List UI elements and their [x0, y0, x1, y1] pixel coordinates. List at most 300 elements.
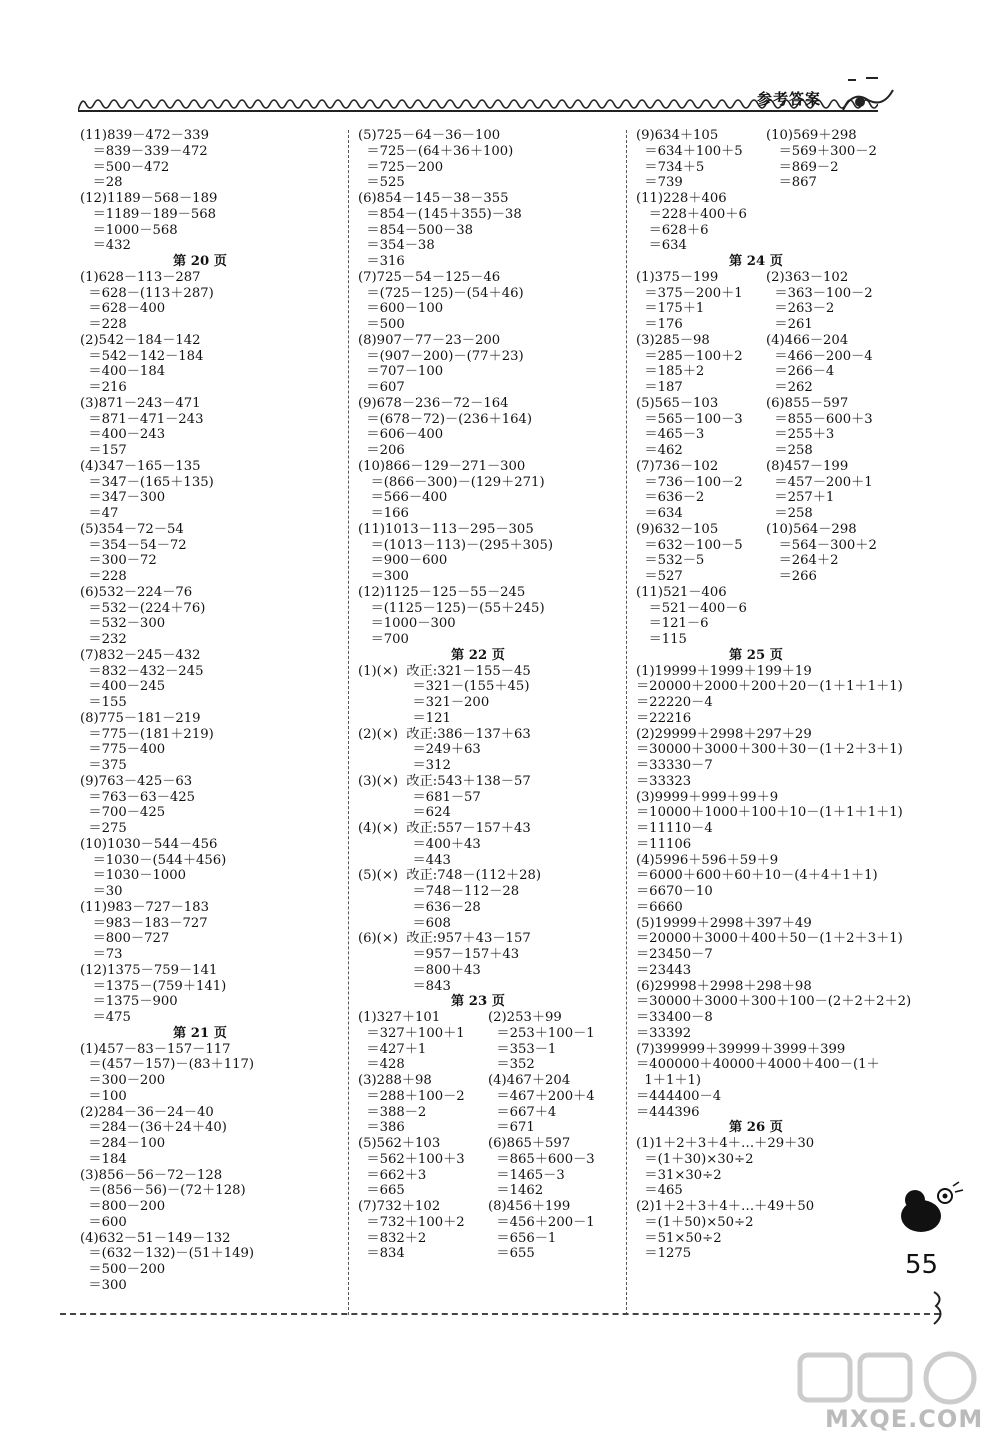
answer-line: ＝347－(165＋135)	[80, 474, 214, 490]
answer-row-pair	[636, 553, 911, 569]
answer-line: ＝327＋100＋1	[358, 1025, 465, 1041]
answer-line: ＝532－(224＋76)	[80, 600, 206, 616]
answer-line: ＝443	[358, 852, 451, 868]
answer-line: ＝312	[358, 758, 451, 773]
answer-line: ＝432	[80, 238, 131, 254]
answer-row-pair	[358, 1057, 598, 1073]
answer-line: ＝732＋100＋2	[358, 1214, 465, 1230]
answer-line: (5)725－64－36－100	[358, 128, 501, 143]
answer-line: ＝834	[358, 1246, 405, 1262]
answer-line: (9)634＋105	[636, 128, 719, 143]
answer-line: ＝321－200	[358, 695, 490, 710]
answer-line: ＝33400－8	[636, 1010, 713, 1025]
answer-line: ＝216	[80, 380, 127, 395]
answer-line: (6)855－597	[766, 395, 849, 411]
answer-line: ＝400－243	[80, 427, 166, 443]
answer-line: ＝665	[358, 1183, 405, 1199]
column-divider	[626, 130, 627, 1315]
answer-row-pair	[636, 396, 911, 412]
answer-line: (3)(×) 改正:543＋138－57	[358, 773, 531, 789]
answer-line: ＝20000＋2000＋200＋20－(1＋1＋1＋1)	[636, 679, 903, 695]
answer-line: ＝30000＋3000＋300＋30－(1＋2＋3＋1)	[636, 742, 903, 758]
answer-line: ＝739	[636, 175, 683, 191]
answer-line: ＝400000＋40000＋4000＋400－(1＋	[636, 1057, 880, 1073]
answer-row-pair	[358, 1199, 598, 1215]
answer-line: ＝532－300	[80, 616, 166, 632]
answer-row-pair	[636, 427, 911, 443]
answer-line: (4)5996＋596＋59＋9	[636, 852, 779, 868]
answer-line: (3)285－98	[636, 332, 710, 348]
answer-line: ＝(1125－125)－(55＋245)	[358, 600, 545, 616]
answer-line: ＝375	[80, 758, 127, 773]
answer-line: ＝228	[80, 317, 127, 332]
answer-line: ＝73	[80, 947, 123, 962]
answer-line: (6)532－224－76	[80, 584, 193, 600]
answer-line: (2)1＋2＋3＋4＋…＋49＋50	[636, 1199, 815, 1214]
answer-line: ＝232	[80, 632, 127, 647]
answer-line: ＝725－(64＋36＋100)	[358, 143, 514, 159]
answer-line: (4)466－204	[766, 332, 849, 348]
answer-line: ＝30000＋3000＋300＋100－(2＋2＋2＋2)	[636, 994, 912, 1010]
answer-line: ＝316	[358, 254, 405, 269]
answer-line: ＝300－72	[80, 553, 157, 569]
answer-line: ＝521－400－6	[636, 600, 747, 616]
answer-line: ＝1275	[636, 1246, 692, 1262]
answer-line: ＝700－425	[80, 805, 166, 821]
answer-line: ＝462	[636, 443, 683, 458]
answer-line: (5)(×) 改正:748－(112＋28)	[358, 868, 542, 884]
answer-column-1	[80, 128, 320, 1294]
answer-row-pair	[358, 1089, 598, 1105]
answer-line: ＝427＋1	[358, 1041, 427, 1057]
answer-line: (2)253＋99	[488, 1010, 562, 1025]
answer-line: ＝444400－4	[636, 1088, 722, 1104]
answer-line: (8)907－77－23－200	[358, 332, 501, 348]
answer-line: ＝636－2	[636, 490, 705, 506]
answer-line: ＝855－600＋3	[766, 411, 873, 427]
answer-line: (9)632－105	[636, 521, 719, 537]
section-heading: 第 25 页	[729, 647, 783, 663]
answer-line: ＝634＋100＋5	[636, 143, 743, 159]
answer-line: ＝264＋2	[766, 553, 839, 569]
answer-line: ＝100	[80, 1088, 127, 1104]
answer-line: (8)457－199	[766, 458, 849, 474]
answer-column-2	[358, 128, 598, 1262]
answer-line: ＝565－100－3	[636, 411, 743, 427]
answer-line: ＝532－5	[636, 553, 705, 569]
answer-line: ＝854－500－38	[358, 222, 474, 238]
answer-line: ＝467＋200＋4	[488, 1088, 595, 1104]
answer-line: ＝632－100－5	[636, 537, 743, 553]
answer-line: ＝354－38	[358, 238, 435, 254]
answer-line: (10)569＋298	[766, 128, 857, 143]
answer-line: (3)856－56－72－128	[80, 1167, 223, 1183]
answer-line: ＝1030－1000	[80, 868, 187, 884]
answer-line: ＝347－300	[80, 490, 166, 506]
answer-line: ＝263－2	[766, 301, 835, 317]
answer-line: (5)565－103	[636, 395, 719, 411]
answer-row-pair	[636, 459, 911, 475]
answer-line: ＝763－63－425	[80, 789, 196, 805]
answer-line: ＝261	[766, 317, 813, 332]
answer-line: (1)375－199	[636, 269, 719, 285]
answer-line: (3)9999＋999＋99＋9	[636, 789, 779, 805]
answer-line: ＝185＋2	[636, 364, 705, 380]
answer-line: ＝748－112－28	[358, 884, 520, 899]
answer-line: ＝700	[358, 632, 409, 647]
section-heading: 第 22 页	[451, 647, 505, 663]
answer-line: ＝121	[358, 710, 451, 726]
answer-line: ＝628－(113＋287)	[80, 285, 214, 301]
watermark-text: MXQE.COM	[825, 1405, 984, 1433]
answer-line: ＝1000－568	[80, 222, 178, 238]
answer-line: ＝51×50÷2	[636, 1230, 722, 1246]
answer-line: (1)19999＋1999＋199＋19	[636, 663, 812, 679]
answer-line: ＝11106	[636, 836, 692, 852]
answer-row-pair	[636, 475, 911, 491]
answer-line: ＝157	[80, 443, 127, 458]
answer-line: ＝20000＋3000＋400＋50－(1＋2＋3＋1)	[636, 931, 903, 947]
answer-line: ＝47	[80, 506, 119, 521]
answer-row-pair	[636, 144, 911, 160]
answer-line: ＝386	[358, 1120, 405, 1136]
answer-line: ＝854－(145＋355)－38	[358, 206, 522, 222]
answer-line: ＝400－184	[80, 364, 166, 380]
answer-line: (5)562＋103	[358, 1136, 441, 1151]
answer-line: ＝1375－900	[80, 994, 178, 1010]
answer-line: (11)983－727－183	[80, 899, 209, 915]
answer-row-pair	[636, 317, 911, 333]
answer-line: ＝(856－56)－(72＋128)	[80, 1183, 246, 1199]
answer-line: ＝28	[80, 175, 123, 191]
answer-line: ＝839－339－472	[80, 143, 208, 159]
answer-line: (2)542－184－142	[80, 332, 201, 348]
answer-line: ＝800－727	[80, 931, 170, 947]
answer-line: ＝284－(36＋24＋40)	[80, 1120, 227, 1136]
answer-row-pair	[636, 490, 911, 506]
answer-row-pair	[358, 1215, 598, 1231]
answer-line: 1＋1＋1)	[636, 1073, 702, 1088]
answer-row-pair	[636, 538, 911, 554]
section-heading: 第 24 页	[729, 254, 783, 269]
page-number: 55	[905, 1250, 939, 1280]
header-decoration-icon	[838, 70, 898, 120]
answer-line: (8)456＋199	[488, 1199, 571, 1214]
section-heading: 第 20 页	[173, 254, 227, 269]
answer-line: ＝843	[358, 978, 451, 994]
answer-line: (11)839－472－339	[80, 128, 209, 143]
answer-line: ＝832－432－245	[80, 663, 204, 679]
answer-line: ＝608	[358, 915, 451, 931]
answer-line: ＝258	[766, 443, 813, 458]
answer-line: ＝600	[80, 1214, 127, 1230]
answer-line: (7)736－102	[636, 458, 719, 474]
answer-line: ＝(866－300)－(129＋271)	[358, 474, 545, 490]
answer-line: (6)854－145－38－355	[358, 191, 509, 206]
answer-line: ＝33392	[636, 1025, 692, 1041]
answer-line: ＝(1＋50)×50÷2	[636, 1214, 754, 1230]
answer-line: ＝6670－10	[636, 884, 713, 899]
answer-row-pair	[358, 1246, 598, 1262]
answer-line: (5)354－72－54	[80, 521, 184, 537]
answer-row-pair	[636, 128, 911, 144]
answer-line: ＝983－183－727	[80, 915, 208, 931]
answer-line: ＝628－400	[80, 301, 166, 317]
answer-line: ＝542－142－184	[80, 348, 204, 364]
answer-line: (12)1189－568－189	[80, 191, 218, 206]
answer-line: ＝1000－300	[358, 616, 456, 632]
answer-row-pair	[358, 1105, 598, 1121]
answer-line: ＝33323	[636, 773, 692, 789]
answer-line: ＝656－1	[488, 1230, 557, 1246]
answer-row-pair	[358, 1168, 598, 1184]
answer-line: ＝266－4	[766, 364, 835, 380]
answer-line: (4)(×) 改正:557－157＋43	[358, 821, 531, 836]
answer-line: ＝865＋600－3	[488, 1151, 595, 1167]
answer-row-pair	[636, 286, 911, 302]
answer-line: ＝1462	[488, 1183, 544, 1199]
answer-line: (6)29998＋2998＋298＋98	[636, 978, 812, 994]
answer-column-3	[636, 128, 911, 1262]
answer-row-pair	[636, 270, 911, 286]
answer-line: ＝6660	[636, 899, 683, 915]
answer-line: ＝681－57	[358, 789, 481, 805]
answer-line: (12)1375－759－141	[80, 962, 218, 978]
answer-line: ＝23443	[636, 962, 692, 978]
answer-line: ＝456＋200－1	[488, 1214, 595, 1230]
answer-line: ＝115	[636, 632, 687, 647]
answer-line: (4)632－51－149－132	[80, 1230, 231, 1246]
answer-line: ＝1030－(544＋456)	[80, 852, 227, 868]
answer-line: ＝22220－4	[636, 695, 713, 710]
answer-line: ＝300－200	[80, 1073, 166, 1088]
answer-line: ＝634	[636, 238, 687, 254]
answer-line: ＝900－600	[358, 553, 448, 569]
section-heading: 第 21 页	[173, 1025, 227, 1041]
answer-line: ＝228	[80, 569, 127, 584]
answer-row-pair	[358, 1010, 598, 1026]
bottom-divider	[60, 1313, 940, 1315]
answer-row-pair	[358, 1073, 598, 1089]
answer-line: ＝457－200＋1	[766, 474, 873, 490]
answer-line: (2)(×) 改正:386－137＋63	[358, 726, 531, 742]
answer-row-pair	[636, 349, 911, 365]
answer-line: ＝1189－189－568	[80, 206, 217, 222]
answer-line: (1)1＋2＋3＋4＋…＋29＋30	[636, 1136, 815, 1151]
answer-line: ＝176	[636, 317, 683, 332]
answer-line: ＝258	[766, 506, 813, 521]
answer-line: (3)288＋98	[358, 1073, 432, 1088]
answer-row-pair	[636, 333, 911, 349]
answer-line: ＝353－1	[488, 1041, 557, 1057]
answer-line: ＝288＋100－2	[358, 1088, 465, 1104]
answer-line: ＝184	[80, 1151, 127, 1167]
answer-line: ＝262	[766, 380, 813, 395]
answer-line: ＝606－400	[358, 427, 444, 443]
answer-row-pair	[636, 301, 911, 317]
answer-line: ＝444396	[636, 1104, 700, 1120]
answer-row-pair	[636, 569, 911, 585]
answer-line: ＝628＋6	[636, 222, 709, 238]
answer-line: ＝466－200－4	[766, 348, 873, 364]
answer-row-pair	[636, 175, 911, 191]
answer-line: (4)467＋204	[488, 1073, 571, 1088]
header-title: 参考答案	[757, 90, 822, 108]
answer-line: ＝400＋43	[358, 836, 481, 852]
answer-line: (9)763－425－63	[80, 773, 193, 789]
answer-line: ＝(632－132)－(51＋149)	[80, 1246, 255, 1262]
answer-row-pair	[636, 160, 911, 176]
answer-line: ＝725－200	[358, 159, 444, 175]
answer-line: (6)865＋597	[488, 1136, 571, 1151]
answer-row-pair	[358, 1152, 598, 1168]
answer-row-pair	[636, 506, 911, 522]
answer-line: ＝800＋43	[358, 962, 481, 978]
answer-line: ＝662＋3	[358, 1167, 427, 1183]
answer-row-pair	[636, 522, 911, 538]
answer-line: ＝1375－(759＋141)	[80, 978, 227, 994]
answer-line: (9)678－236－72－164	[358, 395, 509, 411]
answer-line: ＝500	[358, 317, 405, 332]
answer-line: ＝175＋1	[636, 301, 705, 317]
answer-line: ＝428	[358, 1057, 405, 1073]
answer-line: ＝33330－7	[636, 758, 713, 773]
answer-line: (1)628－113－287	[80, 269, 201, 285]
answer-row-pair	[636, 412, 911, 428]
answer-line: ＝187	[636, 380, 683, 395]
answer-line: (11)521－406	[636, 584, 727, 600]
answer-row-pair	[636, 380, 911, 396]
answer-line: ＝23450－7	[636, 947, 713, 962]
answer-line: (10)866－129－271－300	[358, 458, 526, 474]
answer-row-pair	[358, 1120, 598, 1136]
answer-line: ＝736－100－2	[636, 474, 743, 490]
answer-line: ＝564－300＋2	[766, 537, 877, 553]
answer-line: (6)(×) 改正:957＋43－157	[358, 931, 531, 947]
answer-line: (12)1125－125－55－245	[358, 584, 526, 600]
answer-line: ＝871－471－243	[80, 411, 204, 427]
answer-line: ＝(725－125)－(54＋46)	[358, 285, 524, 301]
answer-line: ＝465－3	[636, 427, 705, 443]
answer-line: ＝867	[766, 175, 817, 191]
answer-line: ＝525	[358, 175, 405, 191]
answer-line: ＝634	[636, 506, 683, 521]
answer-line: ＝11110－4	[636, 821, 713, 836]
answer-row-pair	[358, 1231, 598, 1247]
answer-line: (1)327＋101	[358, 1010, 441, 1025]
answer-line: ＝624	[358, 805, 451, 821]
section-heading: 第 23 页	[451, 994, 505, 1010]
answer-line: ＝569＋300－2	[766, 143, 877, 159]
answer-line: ＝253＋100－1	[488, 1025, 595, 1041]
answer-line: ＝155	[80, 695, 127, 710]
answer-line: (5)19999＋2998＋397＋49	[636, 915, 812, 931]
answer-line: ＝121－6	[636, 616, 709, 632]
answer-line: ＝566－400	[358, 490, 448, 506]
answer-line: ＝734＋5	[636, 159, 705, 175]
answer-line: ＝800－200	[80, 1199, 166, 1214]
answer-line: ＝957－157＋43	[358, 947, 520, 962]
answer-line: ＝775－(181＋219)	[80, 726, 214, 742]
answer-line: ＝465	[636, 1183, 683, 1199]
answer-line: (2)363－102	[766, 269, 849, 285]
answer-line: (10)1030－544－456	[80, 836, 218, 852]
answer-line: (1)(×) 改正:321－155－45	[358, 663, 531, 679]
answer-row-pair	[636, 364, 911, 380]
answer-line: (10)564－298	[766, 521, 857, 537]
bracket-icon	[930, 1288, 950, 1328]
answer-line: (7)725－54－125－46	[358, 269, 501, 285]
answer-line: ＝1465－3	[488, 1167, 565, 1183]
answer-line: ＝562＋100＋3	[358, 1151, 465, 1167]
answer-line: ＝300	[80, 1277, 127, 1293]
answer-line: (2)29999＋2998＋297＋29	[636, 726, 812, 742]
answer-line: ＝6000＋600＋60＋10－(4＋4＋1＋1)	[636, 868, 878, 884]
answer-line: ＝(907－200)－(77＋23)	[358, 348, 524, 364]
answer-line: ＝775－400	[80, 742, 166, 758]
answer-line: (11)1013－113－295－305	[358, 521, 534, 537]
answer-line: ＝671	[488, 1120, 535, 1136]
section-heading: 第 26 页	[729, 1120, 783, 1136]
answer-line: ＝354－54－72	[80, 537, 187, 553]
answer-row-pair	[636, 443, 911, 459]
answer-line: (11)228＋406	[636, 191, 727, 206]
answer-line: ＝22216	[636, 710, 692, 726]
answer-line: (2)284－36－24－40	[80, 1104, 214, 1120]
answer-line: ＝667＋4	[488, 1104, 557, 1120]
answer-line: ＝375－200＋1	[636, 285, 743, 301]
answer-row-pair	[358, 1136, 598, 1152]
mascot-icon	[895, 1178, 965, 1236]
answer-line: ＝30	[80, 884, 123, 899]
answer-line: ＝475	[80, 1010, 131, 1025]
answer-line: (3)871－243－471	[80, 395, 201, 411]
answer-line: ＝655	[488, 1246, 535, 1262]
answer-line: ＝321－(155＋45)	[358, 679, 530, 695]
answer-line: (7)732＋102	[358, 1199, 441, 1214]
answer-line: ＝206	[358, 443, 405, 458]
answer-line: ＝(457－157)－(83＋117)	[80, 1057, 255, 1073]
answer-line: ＝500－200	[80, 1262, 166, 1277]
answer-line: ＝284－100	[80, 1136, 166, 1151]
answer-line: ＝275	[80, 821, 127, 836]
answer-line: ＝607	[358, 380, 405, 395]
answer-line: ＝600－100	[358, 301, 444, 317]
column-divider	[348, 130, 349, 1315]
answer-row-pair	[358, 1026, 598, 1042]
answer-row-pair	[358, 1183, 598, 1199]
answer-line: ＝388－2	[358, 1104, 427, 1120]
answer-line: ＝363－100－2	[766, 285, 873, 301]
answer-line: ＝285－100＋2	[636, 348, 743, 364]
answer-line: (7)399999＋39999＋3999＋399	[636, 1041, 846, 1057]
answer-line: ＝31×30÷2	[636, 1167, 722, 1183]
answer-line: ＝400－245	[80, 679, 166, 695]
answer-line: ＝636－28	[358, 899, 481, 915]
answer-line: (7)832－245－432	[80, 647, 201, 663]
answer-line: (8)775－181－219	[80, 710, 201, 726]
answer-line: ＝255＋3	[766, 427, 835, 443]
answer-line: ＝249＋63	[358, 742, 481, 758]
answer-line: ＝(1＋30)×30÷2	[636, 1151, 754, 1167]
answer-row-pair	[358, 1042, 598, 1058]
answer-line: ＝(678－72)－(236＋164)	[358, 411, 533, 427]
answer-line: ＝266	[766, 569, 817, 584]
answer-line: ＝707－100	[358, 364, 444, 380]
answer-line: ＝(1013－113)－(295＋305)	[358, 537, 553, 553]
answer-line: ＝300	[358, 569, 409, 584]
answer-line: ＝10000＋1000＋100＋10－(1＋1＋1＋1)	[636, 805, 903, 821]
